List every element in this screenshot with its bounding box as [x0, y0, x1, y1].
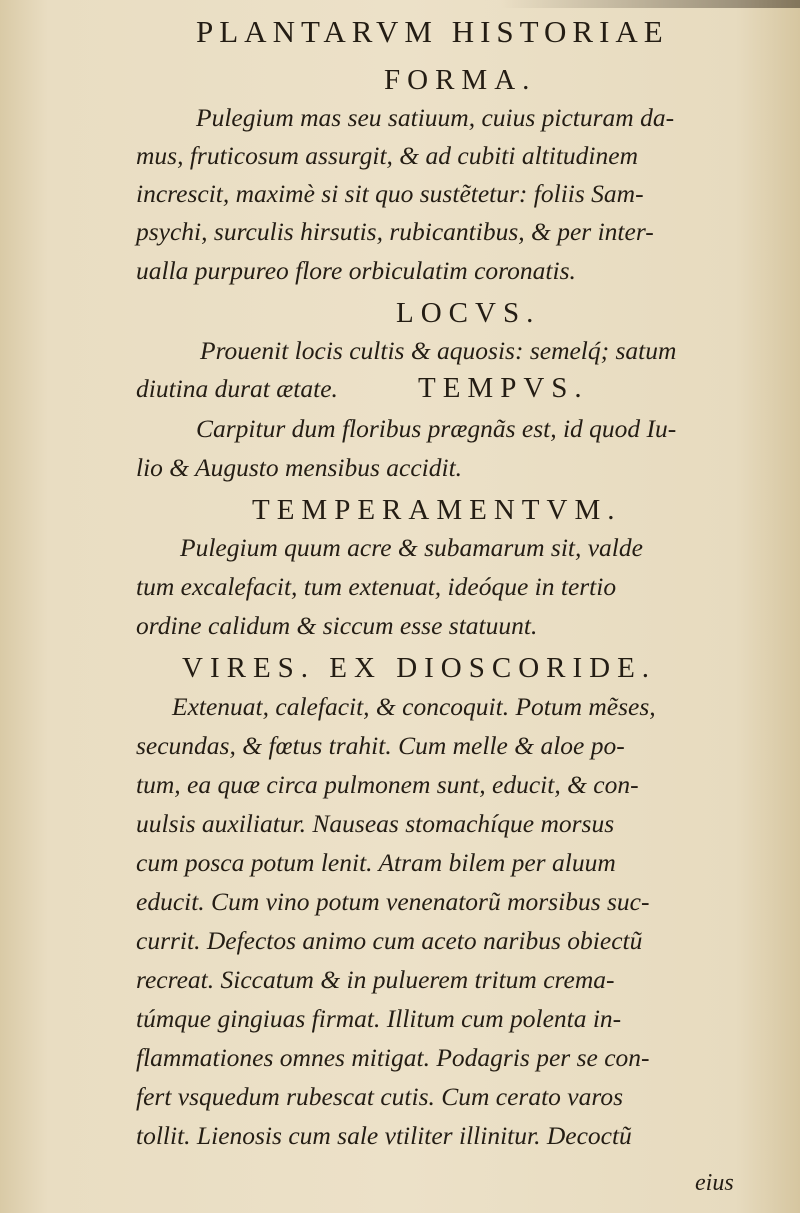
text-line: secundas, & fœtus trahit. Cum melle & aloe po-	[136, 731, 625, 760]
text-line: educit. Cum vino potum venenatorũ morsibus suc-	[136, 887, 650, 916]
text-line: increscit, maximè si sit quo sustẽtetur: foliis Sam-	[136, 179, 644, 208]
catchword: eius	[695, 1170, 734, 1196]
page-edge-shadow	[500, 0, 800, 8]
text-line: Pulegium mas seu satiuum, cuius picturam da-	[196, 103, 675, 132]
text-line: Extenuat, calefacit, & concoquit. Potum mẽses,	[172, 692, 656, 721]
text-line: lio & Augusto mensibus accidit.	[136, 453, 463, 482]
section-heading-vires: VIRES. EX DIOSCORIDE.	[182, 652, 657, 684]
text-line: fert vsquedum rubescat cutis. Cum cerato varos	[136, 1082, 624, 1111]
text-line: tum, ea quæ circa pulmonem sunt, educit, & con-	[136, 770, 639, 799]
text-line: uulsis auxiliatur. Nauseas stomachíque morsus	[136, 809, 615, 838]
text-line: cum posca potum lenit. Atram bilem per aluum	[136, 848, 616, 877]
text-line: ualla purpureo flore orbiculatim coronatis.	[136, 256, 576, 285]
text-line: flammationes omnes mitigat. Podagris per se con-	[136, 1043, 650, 1072]
section-heading-forma: FORMA.	[384, 64, 537, 96]
text-line: mus, fruticosum assurgit, & ad cubiti altitudinem	[136, 141, 638, 170]
text-line: ordine calidum & siccum esse statuunt.	[136, 611, 538, 640]
text-line: recreat. Siccatum & in puluerem tritum crema-	[136, 965, 615, 994]
text-line: tum excalefacit, tum extenuat, ideóque in tertio	[136, 572, 617, 601]
text-line: Prouenit locis cultis & aquosis: semelq́; satum	[200, 336, 677, 365]
text-line: Carpitur dum floribus prægnãs est, id quod Iu-	[196, 414, 677, 443]
text-line: diutina durat ætate.	[136, 374, 338, 403]
running-head: PLANTARVM HISTORIAE	[196, 14, 669, 49]
text-line: tollit. Lienosis cum sale vtiliter illinitur. Decoctũ	[136, 1121, 632, 1150]
text-line: currit. Defectos animo cum aceto naribus obiectũ	[136, 926, 643, 955]
section-heading-locus: LOCVS.	[396, 297, 541, 329]
text-line: túmque gingiuas firmat. Illitum cum polenta in-	[136, 1004, 622, 1033]
text-line: Pulegium quum acre & subamarum sit, valde	[180, 533, 643, 562]
section-heading-tempus: TEMPVS.	[418, 372, 589, 404]
text-line: psychi, surculis hirsutis, rubicantibus, & per inter-	[136, 217, 654, 246]
section-heading-temperamentum: TEMPERAMENTVM.	[252, 494, 622, 526]
